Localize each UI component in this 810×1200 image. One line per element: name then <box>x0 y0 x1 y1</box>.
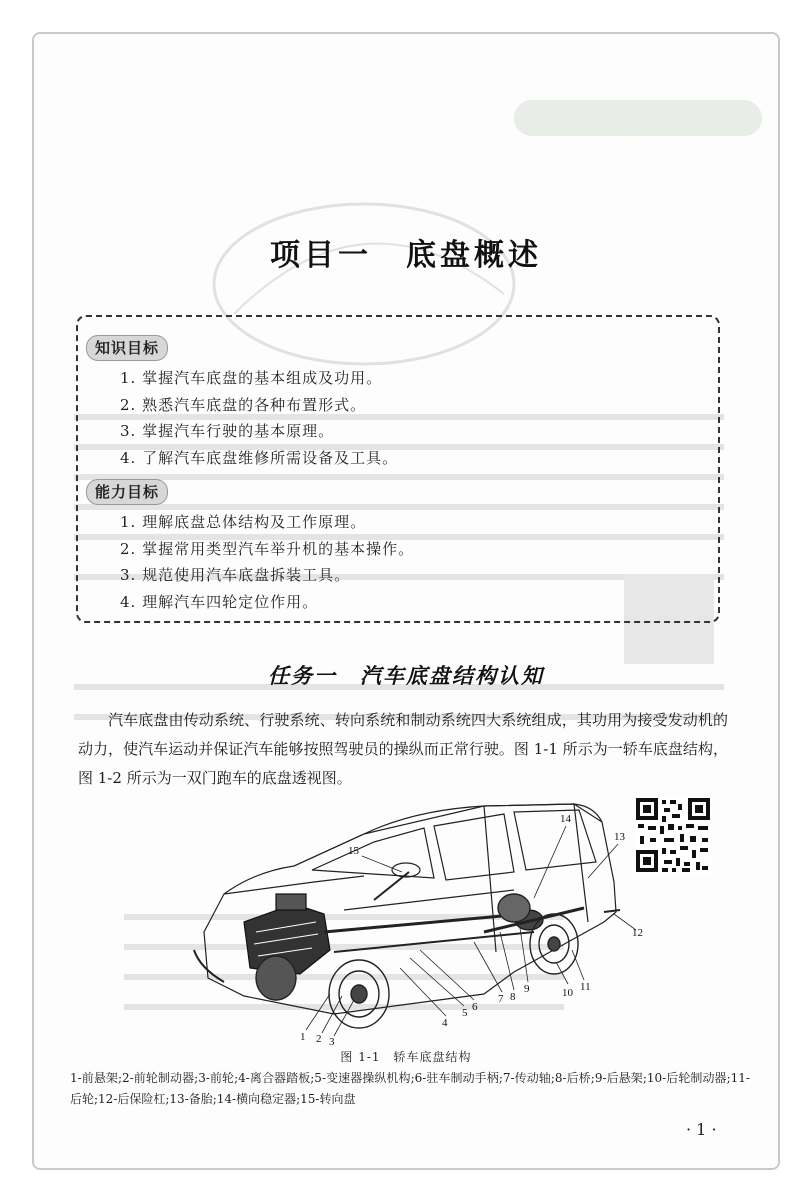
list-item: 1. 掌握汽车底盘的基本组成及功用。 <box>120 369 383 387</box>
callout-9: 9 <box>524 983 530 995</box>
figure-legend: 1-前悬架;2-前轮制动器;3-前轮;4-离合器踏板;5-变速器操纵机构;6-驻车制动手柄;7-传动轴;8-后桥;9-后悬架;10-后轮制动器;11-后轮;12-后保险杠;13-备胎;14-横向稳定器;15-转向盘 <box>70 1071 750 1106</box>
knowledge-goals-badge: 知识目标 <box>86 335 168 361</box>
callout-6: 6 <box>472 1001 478 1013</box>
list-item: 4. 了解汽车底盘维修所需设备及工具。 <box>120 448 399 467</box>
qr-code <box>634 796 712 874</box>
callout-3: 3 <box>329 1036 335 1048</box>
callout-2: 2 <box>316 1033 322 1045</box>
callout-14: 14 <box>560 813 571 825</box>
chapter-title: 项目一 底盘概述 <box>270 238 542 273</box>
callout-8: 8 <box>510 991 516 1003</box>
book-page <box>32 32 780 1170</box>
list-item: 4. 理解汽车四轮定位作用。 <box>120 592 319 611</box>
list-item: 3. 掌握汽车行驶的基本原理。 <box>120 422 335 440</box>
callout-5: 5 <box>462 1007 468 1019</box>
callout-13: 13 <box>614 831 625 843</box>
list-item: 3. 规范使用汽车底盘拆装工具。 <box>120 566 351 584</box>
callout-4: 4 <box>442 1017 448 1029</box>
callout-7: 7 <box>498 993 504 1005</box>
callout-12: 12 <box>632 927 643 939</box>
list-item: 1. 理解底盘总体结构及工作原理。 <box>120 513 367 531</box>
callout-1: 1 <box>300 1031 306 1043</box>
sedan-chassis-figure <box>184 782 643 1048</box>
ability-goals-list <box>120 509 414 615</box>
callout-11: 11 <box>580 981 591 993</box>
ability-goals-badge: 能力目标 <box>86 479 168 505</box>
knowledge-goals-list <box>120 365 398 471</box>
page-number: · 1 · <box>686 1120 717 1139</box>
task-title: 任务一 汽车底盘结构认知 <box>268 663 544 688</box>
callout-15: 15 <box>348 845 359 857</box>
list-item: 2. 掌握常用类型汽车举升机的基本操作。 <box>120 539 415 558</box>
list-item: 2. 熟悉汽车底盘的各种布置形式。 <box>120 395 367 414</box>
learning-goals-box <box>76 315 720 623</box>
figure-caption: 图 1-1 轿车底盘结构 <box>340 1050 472 1064</box>
callout-10: 10 <box>562 987 573 999</box>
body-paragraph: 汽车底盘由传动系统、行驶系统、转向系统和制动系统四大系统组成，其功用为接受发动机的动力，使汽车运动并保证汽车能够按照驾驶员的操纵而正常行驶。图 1-1 所示为一轿车底盘结构，图 1-2 所示为一双门跑车的底盘透视图。 <box>78 711 728 787</box>
